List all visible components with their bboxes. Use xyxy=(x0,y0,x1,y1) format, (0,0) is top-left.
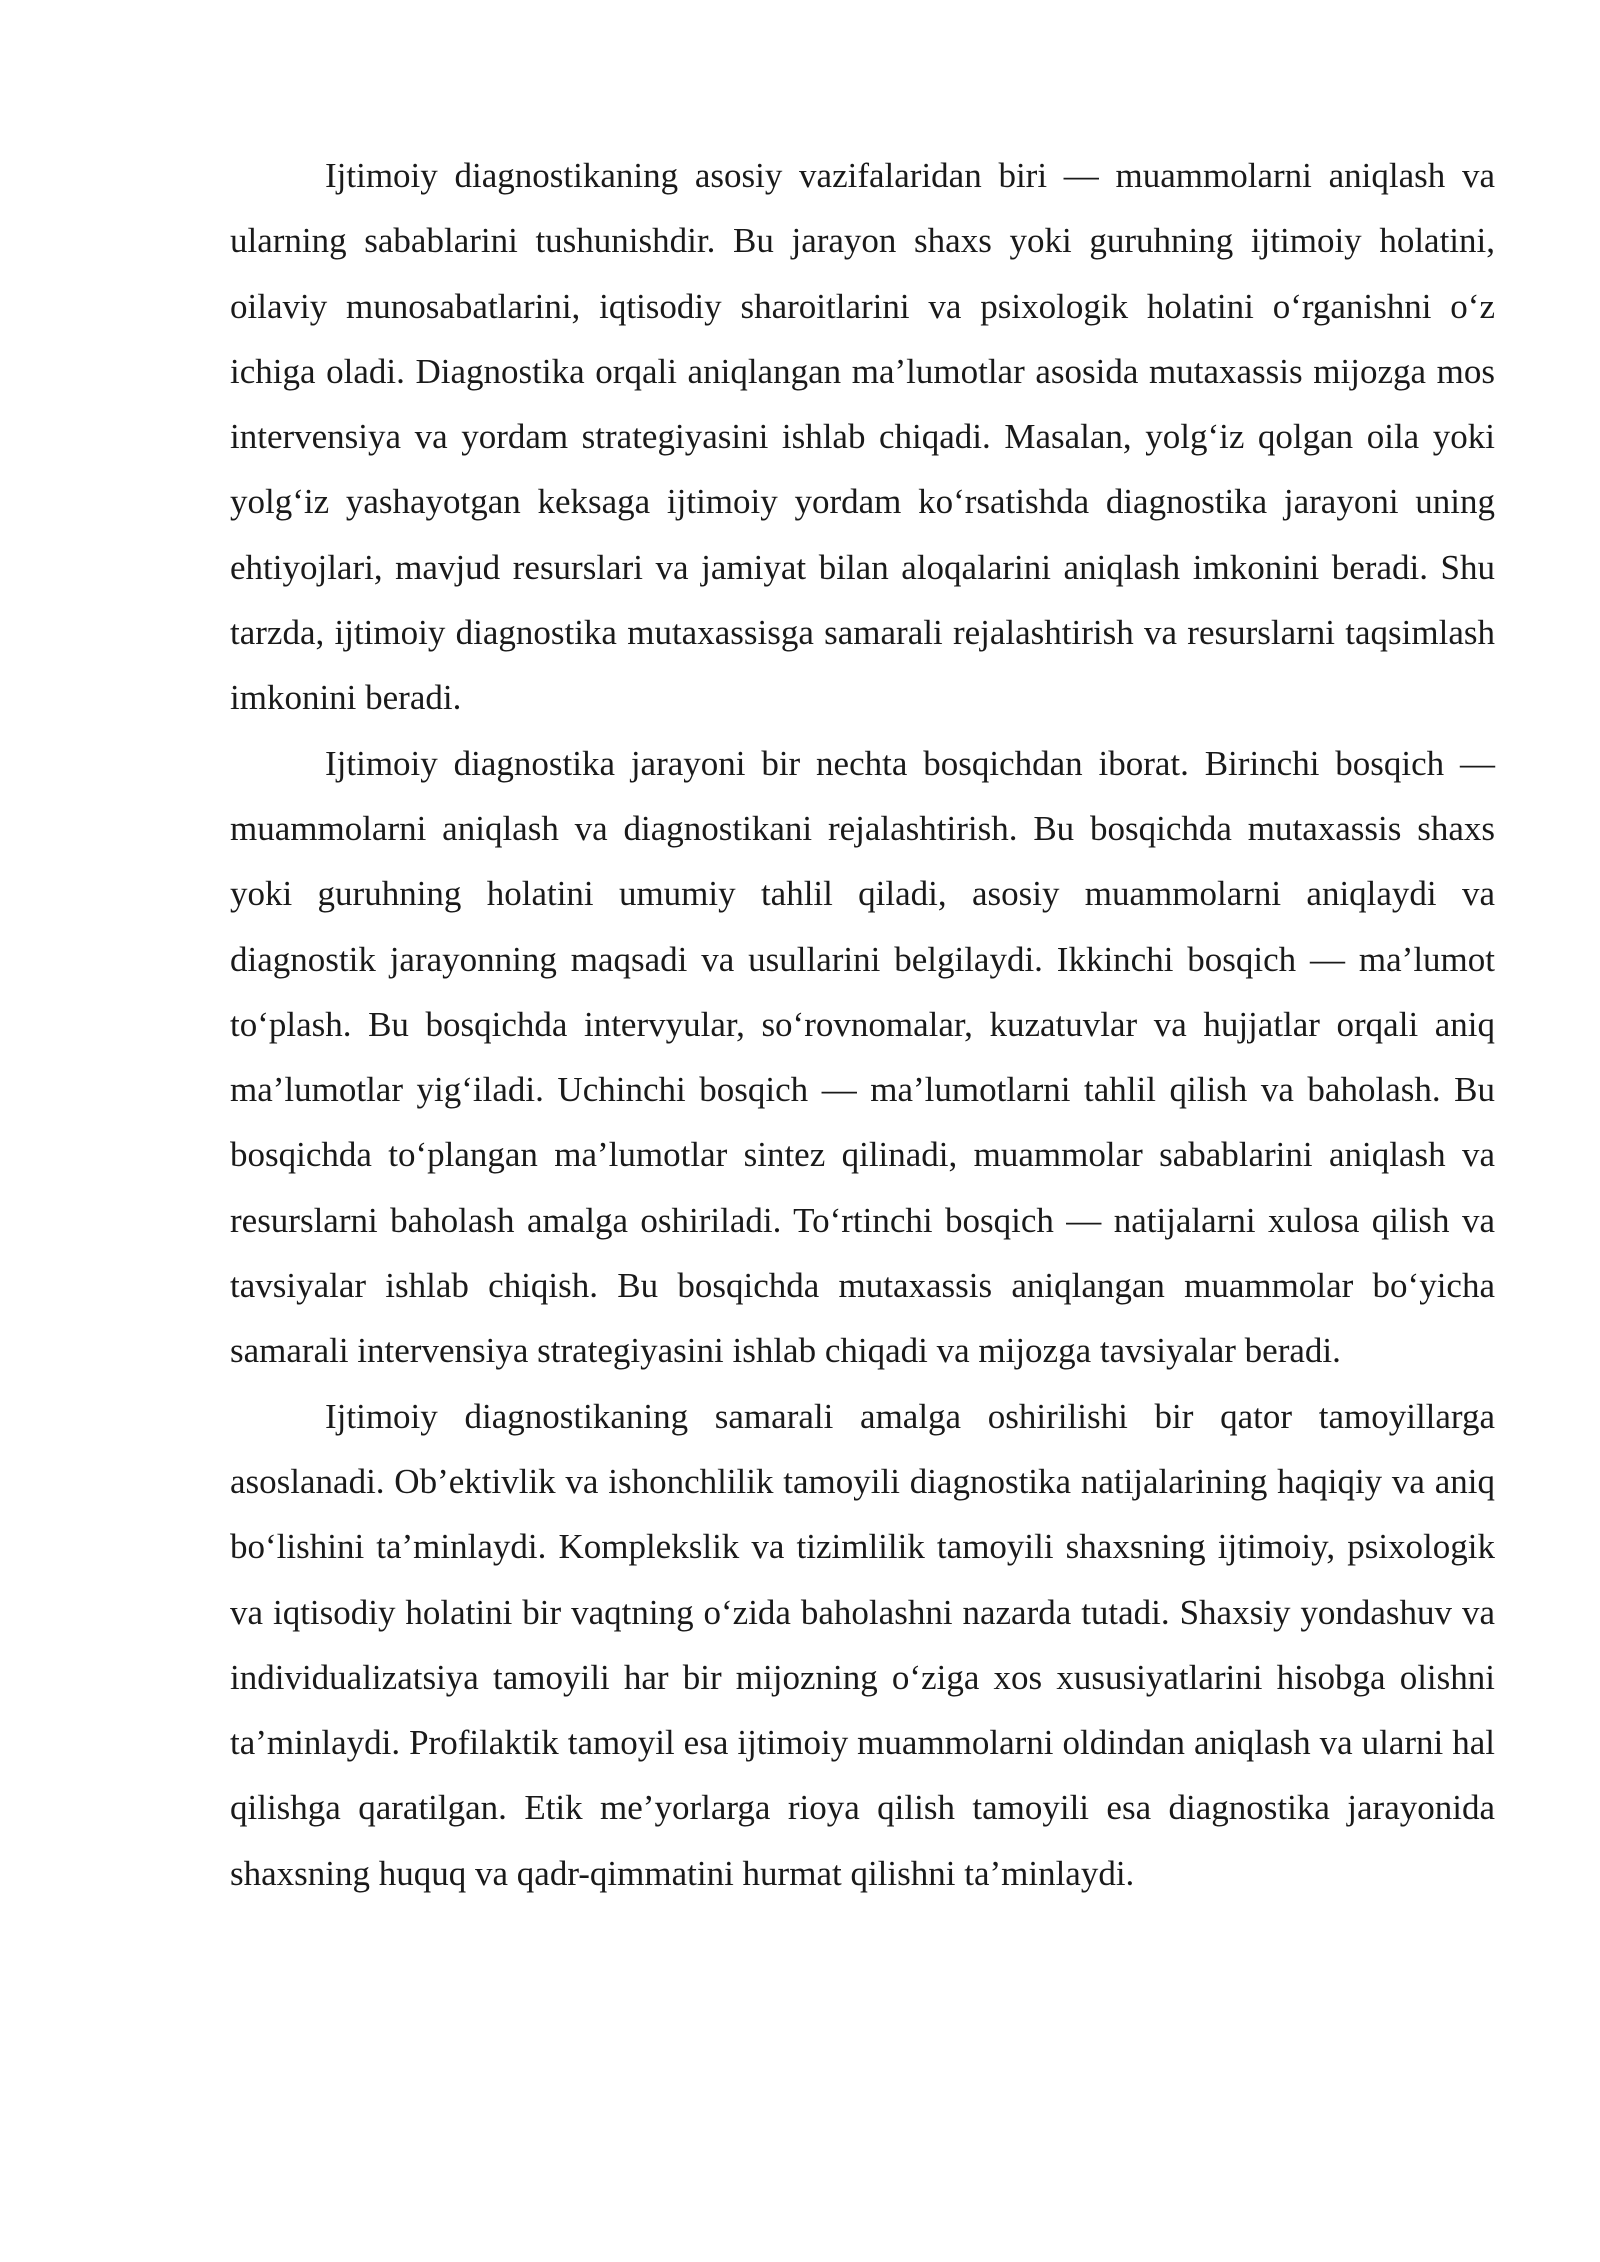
paragraph-diagnostics-stages: Ijtimoiy diagnostika jarayoni bir nechta bosqichdan iborat. Birinchi bosqich — muammolarni aniqlash va diagnostikani rejalashtirish. Bu bosqichda mutaxassis shaxs yoki guruhning holatini umumiy tahlil qiladi, asosiy muammolarni aniqlaydi va diagnostik jarayonning maqsadi va usullarini belgilaydi. Ikkinchi bosqich — ma’lumot to‘plash. Bu bosqichda intervyular, so‘rovnomalar, kuzatuvlar va hujjatlar orqali aniq ma’lumotlar yig‘iladi. Uchinchi bosqich — ma’lumotlarni tahlil qilish va baholash. Bu bosqichda to‘plangan ma’lumotlar sintez qilinadi, muammolar sabablarini aniqlash va resurslarni baholash amalga oshiriladi. To‘rtinchi bosqich — natijalarni xulosa qilish va tavsiyalar ishlab chiqish. Bu bosqichda mutaxassis aniqlangan muammolar bo‘yicha samarali intervensiya strategiyasini ishlab chiqadi va mijozga tavsiyalar beradi. xyxy=(230,743,1495,1371)
paragraph-diagnostics-principles: Ijtimoiy diagnostikaning samarali amalga oshirilishi bir qator tamoyillarga asoslanadi. Ob’ektivlik va ishonchlilik tamoyili diagnostika natijalarining haqiqiy va aniq bo‘lishini ta’minlaydi. Komplekslik va tizimlilik tamoyili shaxsning ijtimoiy, psixologik va iqtisodiy holatini bir vaqtning o‘zida baholashni nazarda tutadi. Shaxsiy yondashuv va individualizatsiya tamoyili har bir mijozning o‘ziga xos xususiyatlarini hisobga olishni ta’minlaydi. Profilaktik tamoyil esa ijtimoiy muammolarni oldindan aniqlash va ularni hal qilishga qaratilgan. Etik me’yorlarga rioya qilish tamoyili esa diagnostika jarayonida shaxsning huquq va qadr-qimmatini hurmat qilishni ta’minlaydi. xyxy=(230,1396,1495,1893)
document-page xyxy=(230,143,1495,1906)
paragraph-diagnostics-tasks: Ijtimoiy diagnostikaning asosiy vazifalaridan biri — muammolarni aniqlash va ularning sabablarini tushunishdir. Bu jarayon shaxs yoki guruhning ijtimoiy holatini, oilaviy munosabatlarini, iqtisodiy sharoitlarini va psixologik holatini o‘rganishni o‘z ichiga oladi. Diagnostika orqali aniqlangan ma’lumotlar asosida mutaxassis mijozga mos intervensiya va yordam strategiyasini ishlab chiqadi. Masalan, yolg‘iz qolgan oila yoki yolg‘iz yashayotgan keksaga ijtimoiy yordam ko‘rsatishda diagnostika jarayoni uning ehtiyojlari, mavjud resurslari va jamiyat bilan aloqalarini aniqlash imkonini beradi. Shu tarzda, ijtimoiy diagnostika mutaxassisga samarali rejalashtirish va resurslarni taqsimlash imkonini beradi. xyxy=(230,156,1495,718)
